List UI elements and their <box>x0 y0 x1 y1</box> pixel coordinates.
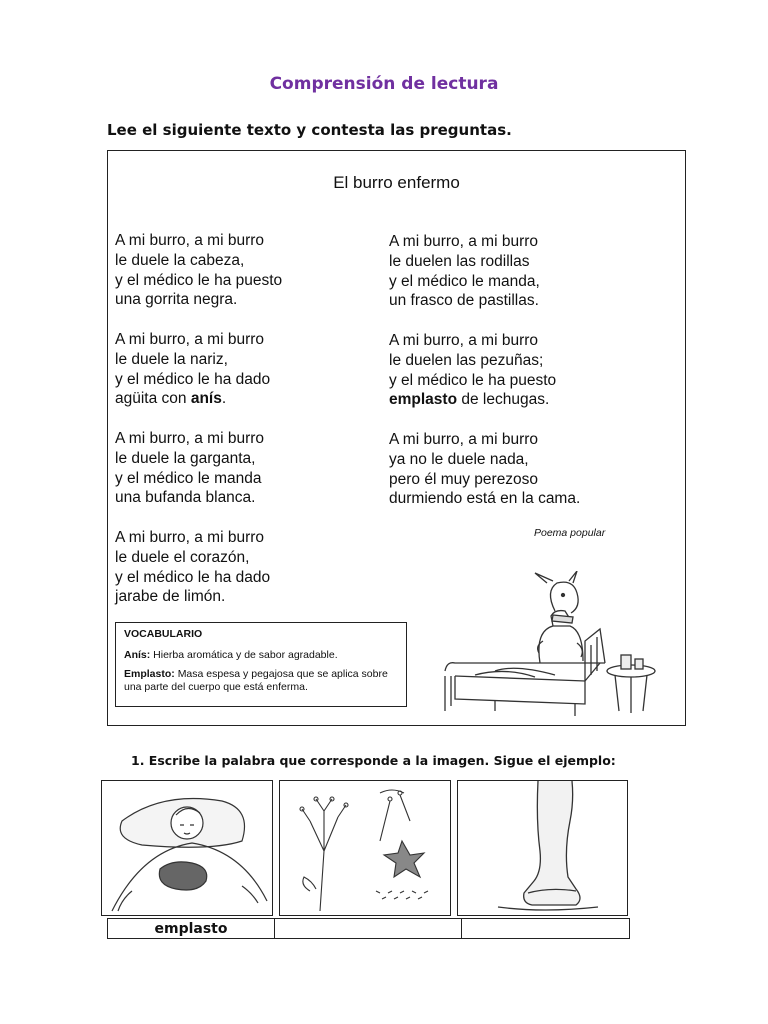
verse-line: le duele la cabeza, <box>115 251 245 269</box>
stanza <box>389 331 580 410</box>
sick-child-illustration <box>102 781 273 916</box>
vocab-word-highlight: anís <box>190 390 222 408</box>
verse-line: A mi burro, a mi burro <box>115 429 265 447</box>
poem-source: Poema popular <box>534 527 606 539</box>
poem-right-column <box>389 232 580 529</box>
poem-left-column <box>115 231 282 627</box>
verse-line: emplasto de lechugas. <box>389 391 550 409</box>
stanza <box>115 330 282 409</box>
verse-line: le duelen las pezuñas; <box>389 351 544 369</box>
verse-line: y el médico le ha dado <box>115 568 271 586</box>
verse-line: le duele el corazón, <box>115 548 250 566</box>
verse-line: pero él muy perezoso <box>389 470 539 488</box>
verse-line: y el médico le ha puesto <box>389 371 557 389</box>
verse-line: un frasco de pastillas. <box>389 292 539 310</box>
picture-anise-plant <box>279 780 451 916</box>
donkey-hoof-illustration <box>458 781 628 916</box>
verse-line: jarabe de limón. <box>115 588 226 606</box>
stanza <box>115 528 282 607</box>
answer-cell-3[interactable] <box>462 919 629 938</box>
vocab-word-highlight: emplasto <box>389 391 458 409</box>
verse-line: le duele la nariz, <box>115 350 228 368</box>
verse-line: le duelen las rodillas <box>389 252 530 270</box>
donkey-in-bed-illustration <box>435 571 665 721</box>
verse-line: A mi burro, a mi burro <box>115 330 265 348</box>
stanza <box>115 429 282 508</box>
verse-line: le duele la garganta, <box>115 449 256 467</box>
verse-line: y el médico le ha puesto <box>115 271 283 289</box>
verse-line: A mi burro, a mi burro <box>389 331 539 349</box>
page-title: Comprensión de lectura <box>269 74 499 94</box>
verse-line: una bufanda blanca. <box>115 489 256 507</box>
vocabulary-box <box>115 622 407 707</box>
verse-line: y el médico le manda, <box>389 272 540 290</box>
picture-sick-child <box>101 780 273 916</box>
anise-plant-illustration <box>280 781 451 916</box>
vocab-entry-anis <box>124 649 398 662</box>
question-1: 1. Escribe la palabra que corresponde a la imagen. Sigue el ejemplo: <box>131 753 616 768</box>
poem-box <box>107 150 686 726</box>
poem-title: El burro enfermo <box>333 173 460 192</box>
vocab-term: Anís: <box>124 649 151 661</box>
verse-line: y el médico le ha dado <box>115 370 271 388</box>
verse-line: durmiendo está en la cama. <box>389 490 581 508</box>
vocabulary-heading: VOCABULARIO <box>124 628 203 640</box>
stanza <box>115 231 282 310</box>
stanza <box>389 232 580 311</box>
verse-line: agüita con anís. <box>115 390 227 408</box>
answer-row <box>107 918 630 939</box>
verse-line: ya no le duele nada, <box>389 450 529 468</box>
vocab-term: Emplasto: <box>124 668 175 680</box>
verse-line: A mi burro, a mi burro <box>389 430 539 448</box>
verse-line: y el médico le manda <box>115 469 262 487</box>
verse-line: A mi burro, a mi burro <box>115 232 265 249</box>
vocab-entry-emplasto <box>124 668 398 694</box>
vocab-definition: Hierba aromática y de sabor agradable. <box>153 649 338 661</box>
verse-line: A mi burro, a mi burro <box>115 528 265 546</box>
answer-cell-2[interactable] <box>275 919 462 938</box>
vocab-definition: Masa espesa y pegajosa que se aplica sobre una parte del cuerpo que está enferma. <box>124 668 388 693</box>
answer-cell-1: emplasto <box>108 919 275 938</box>
instruction: Lee el siguiente texto y contesta las preguntas. <box>107 121 512 139</box>
verse-line: A mi burro, a mi burro <box>389 233 539 250</box>
picture-donkey-hoof <box>457 780 628 916</box>
stanza <box>389 430 580 509</box>
verse-line: una gorrita negra. <box>115 291 238 309</box>
